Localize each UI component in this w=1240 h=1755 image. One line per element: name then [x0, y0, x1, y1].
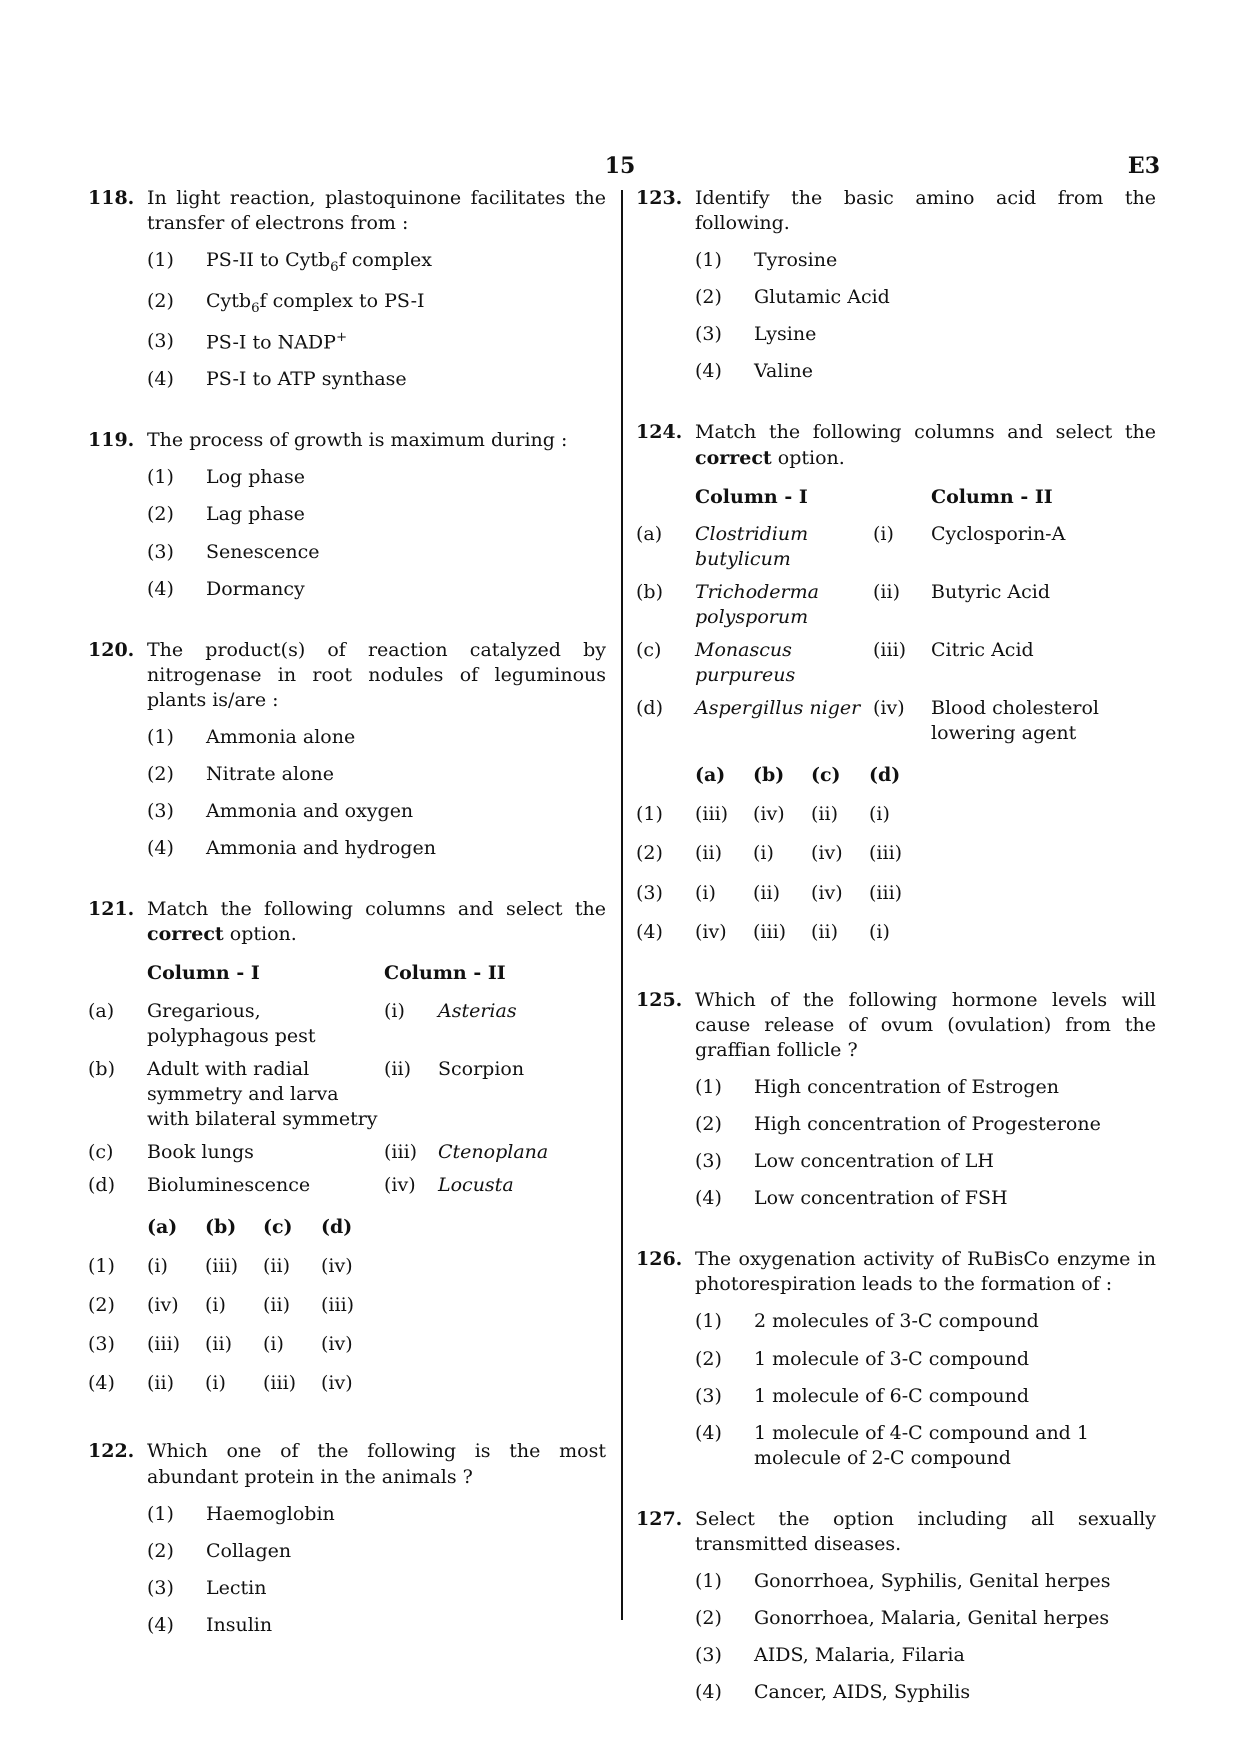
option-3[interactable] [695, 1384, 1156, 1409]
question-123 [636, 186, 1156, 384]
option-text: Tyrosine [754, 249, 838, 272]
option-number: (2) [147, 503, 174, 526]
option-2[interactable] [695, 1347, 1156, 1372]
answer-cell: (i) [205, 1294, 226, 1317]
question-number: 126. [636, 1248, 683, 1271]
option-4[interactable] [147, 836, 606, 861]
option-3[interactable] [147, 540, 606, 565]
option-text: 1 molecule of 4-C compound and 1 molecule of 2-C compound [754, 1421, 1089, 1469]
column-1-header: Column - I [147, 962, 260, 985]
question-125 [636, 988, 1156, 1212]
right-column [636, 186, 1156, 1741]
column-2-item: Butyric Acid [931, 580, 1051, 603]
answer-option-2[interactable] [88, 1286, 379, 1325]
option-number: (4) [695, 1421, 722, 1444]
option-number: (2) [695, 1347, 722, 1370]
answer-header: (c) [811, 764, 841, 787]
option-text: Glutamic Acid [754, 286, 890, 309]
option-3[interactable] [695, 322, 1156, 347]
stem-text: option. [229, 923, 297, 946]
option-2[interactable] [147, 502, 606, 527]
column-2-item: Ctenoplana [438, 1140, 549, 1163]
option-text: Ammonia and hydrogen [206, 837, 436, 860]
answer-cell: (ii) [811, 803, 838, 826]
option-text: Low concentration of LH [754, 1150, 994, 1173]
answer-cell: (iii) [205, 1255, 239, 1278]
option-number: (4) [147, 1613, 174, 1636]
table-row [636, 634, 1156, 692]
question-122 [88, 1439, 606, 1637]
option-number: (2) [695, 1607, 722, 1630]
option-number: (1) [695, 1569, 722, 1592]
option-text: Lag phase [206, 503, 305, 526]
option-text: Insulin [206, 1613, 273, 1636]
column-1-header: Column - I [695, 485, 808, 508]
answer-table [88, 1208, 379, 1403]
option-1[interactable] [147, 465, 606, 490]
table-row [88, 1136, 606, 1169]
table-row [636, 692, 1156, 750]
question-number: 118. [88, 187, 135, 209]
answer-cell: (i) [869, 920, 890, 943]
question-119 [88, 428, 606, 601]
option-1[interactable] [695, 1309, 1156, 1334]
question-stem: The process of growth is maximum during : [147, 429, 568, 452]
stem-text: Match the following columns and select the [147, 898, 606, 921]
answer-option-3[interactable] [636, 874, 927, 913]
option-number: (2) [695, 286, 722, 309]
option-text: High concentration of Estrogen [754, 1075, 1059, 1098]
column-1-item: Aspergillus niger [695, 697, 861, 720]
option-text: Cancer, AIDS, Syphilis [754, 1681, 971, 1704]
answer-cell: (iii) [869, 842, 903, 865]
row-label: (ii) [384, 1057, 411, 1080]
question-number: 122. [88, 1440, 135, 1463]
column-1-item: Gregarious, polyphagous pest [147, 999, 316, 1047]
answer-option-2[interactable] [636, 834, 927, 873]
option-1[interactable] [147, 1502, 606, 1527]
table-row [636, 576, 1156, 634]
option-number: (2) [636, 842, 663, 865]
question-120 [88, 638, 606, 862]
answer-option-1[interactable] [88, 1247, 379, 1286]
option-2[interactable] [147, 289, 606, 317]
column-1-item: Monascus purpureus [695, 639, 796, 687]
option-text: PS-I to NADP [206, 331, 336, 354]
option-text: f complex [338, 249, 432, 272]
column-2-item: Blood cholesterol lowering agent [931, 697, 1099, 745]
row-label: (b) [88, 1057, 115, 1080]
option-number: (4) [147, 368, 174, 391]
option-number: (2) [147, 763, 174, 786]
option-4[interactable] [147, 577, 606, 602]
option-text: 1 molecule of 3-C compound [754, 1347, 1030, 1370]
option-number: (2) [695, 1113, 722, 1136]
question-number: 123. [636, 187, 683, 209]
row-label: (i) [384, 999, 405, 1022]
option-number: (1) [147, 1502, 174, 1525]
column-2-item: Cyclosporin-A [931, 522, 1066, 545]
option-text: Cytb [206, 289, 252, 312]
page-number: 15 [604, 153, 636, 179]
option-1[interactable] [695, 1075, 1156, 1100]
column-2-item: Asterias [438, 999, 517, 1022]
row-label: (c) [636, 639, 662, 662]
option-2[interactable] [147, 762, 606, 787]
row-label: (d) [636, 697, 663, 720]
column-2-header: Column - II [384, 962, 506, 985]
subscript: 6 [330, 259, 339, 275]
answer-header: (b) [753, 764, 785, 787]
column-divider [621, 190, 623, 1620]
row-label: (iv) [384, 1173, 416, 1196]
answer-option-4[interactable] [88, 1364, 379, 1403]
answer-cell: (iii) [321, 1294, 355, 1317]
option-number: (3) [88, 1333, 115, 1356]
option-number: (4) [147, 577, 174, 600]
paper-code: E3 [1127, 153, 1160, 179]
option-number: (2) [88, 1294, 115, 1317]
question-126 [636, 1247, 1156, 1471]
option-text: AIDS, Malaria, Filaria [754, 1644, 965, 1667]
answer-cell: (iv) [321, 1333, 353, 1356]
option-text: 2 molecules of 3-C compound [754, 1310, 1039, 1333]
option-3[interactable] [695, 1149, 1156, 1174]
column-2-item: Scorpion [438, 1057, 525, 1080]
answer-cell: (iii) [695, 803, 729, 826]
superscript: + [335, 329, 348, 345]
option-text: Low concentration of FSH [754, 1187, 1008, 1210]
answer-option-3[interactable] [88, 1325, 379, 1364]
answer-cell: (i) [205, 1372, 226, 1395]
question-stem: The oxygenation activity of RuBisCo enzyme in photorespiration leads to the formation of : [695, 1248, 1156, 1296]
row-label: (c) [88, 1140, 114, 1163]
answer-cell: (ii) [695, 842, 722, 865]
option-1[interactable] [147, 725, 606, 750]
stem-text: option. [777, 446, 845, 469]
option-number: (2) [147, 1539, 174, 1562]
option-text: 1 molecule of 6-C compound [754, 1384, 1030, 1407]
answer-cell: (ii) [263, 1255, 290, 1278]
option-number: (1) [636, 803, 663, 826]
stem-emphasis: correct [695, 446, 772, 469]
option-text: Collagen [206, 1539, 292, 1562]
option-number: (1) [695, 1310, 722, 1333]
match-table [88, 957, 606, 1202]
row-label: (iii) [873, 639, 907, 662]
question-stem: Select the option including all sexually transmitted diseases. [695, 1507, 1156, 1555]
column-1-item: Clostridium butylicum [695, 522, 809, 570]
option-text: Lysine [754, 323, 817, 346]
answer-cell: (iv) [753, 803, 785, 826]
answer-cell: (iii) [147, 1333, 181, 1356]
answer-cell: (ii) [147, 1372, 174, 1395]
option-text: f complex to PS-I [259, 289, 425, 312]
option-text: Gonorrhoea, Syphilis, Genital herpes [754, 1569, 1111, 1592]
option-text: Ammonia and oxygen [206, 800, 414, 823]
question-stem: Identify the basic amino acid from the following. [695, 187, 1156, 235]
row-label: (i) [873, 522, 894, 545]
answer-cell: (ii) [811, 920, 838, 943]
option-text: Gonorrhoea, Malaria, Genital herpes [754, 1607, 1110, 1630]
question-number: 119. [88, 429, 135, 452]
option-4[interactable] [147, 1613, 606, 1638]
answer-cell: (iv) [147, 1294, 179, 1317]
option-number: (1) [147, 249, 174, 272]
option-text: Senescence [206, 540, 320, 563]
option-text: PS-I to ATP synthase [206, 368, 407, 391]
answer-cell: (iv) [321, 1372, 353, 1395]
question-stem: In light reaction, plastoquinone facilitates the transfer of electrons from : [147, 187, 606, 235]
option-4[interactable] [695, 1186, 1156, 1211]
answer-cell: (i) [753, 842, 774, 865]
answer-cell: (iii) [869, 881, 903, 904]
question-number: 120. [88, 638, 135, 661]
answer-cell: (i) [263, 1333, 284, 1356]
question-number: 125. [636, 988, 683, 1011]
stem-emphasis: correct [147, 923, 224, 946]
option-1[interactable] [695, 1569, 1156, 1594]
option-number: (3) [695, 1150, 722, 1173]
question-124 [636, 420, 1156, 951]
column-1-item: Adult with radial symmetry and larva with bilateral symmetry [147, 1057, 378, 1130]
table-row [88, 1053, 606, 1136]
option-number: (3) [695, 323, 722, 346]
answer-header: (d) [321, 1216, 353, 1239]
answer-cell: (iv) [695, 920, 727, 943]
option-2[interactable] [147, 1539, 606, 1564]
option-1[interactable] [695, 248, 1156, 273]
option-4[interactable] [695, 1421, 1156, 1471]
option-4[interactable] [695, 359, 1156, 384]
answer-header: (a) [695, 764, 726, 787]
option-number: (4) [695, 360, 722, 383]
answer-table [636, 756, 927, 951]
option-2[interactable] [695, 285, 1156, 310]
option-text: PS-II to Cytb [206, 249, 331, 272]
option-3[interactable] [695, 1643, 1156, 1668]
row-label: (ii) [873, 580, 900, 603]
left-column [88, 186, 606, 1674]
option-number: (3) [695, 1644, 722, 1667]
option-text: Lectin [206, 1576, 267, 1599]
answer-option-4[interactable] [636, 913, 927, 952]
answer-cell: (iii) [263, 1372, 297, 1395]
option-number: (4) [695, 1681, 722, 1704]
option-number: (1) [88, 1255, 115, 1278]
question-127 [636, 1507, 1156, 1705]
option-text: High concentration of Progesterone [754, 1113, 1101, 1136]
option-number: (1) [147, 466, 174, 489]
question-118 [88, 186, 606, 392]
option-text: Nitrate alone [206, 763, 334, 786]
option-4[interactable] [695, 1680, 1156, 1705]
table-row [636, 518, 1156, 576]
answer-header: (a) [147, 1216, 178, 1239]
option-number: (3) [147, 800, 174, 823]
option-number: (4) [147, 837, 174, 860]
question-121 [88, 897, 606, 1403]
answer-cell: (i) [147, 1255, 168, 1278]
row-label: (iii) [384, 1140, 418, 1163]
option-number: (3) [147, 1576, 174, 1599]
option-number: (3) [147, 329, 174, 352]
question-stem: The product(s) of reaction catalyzed by nitrogenase in root nodules of leguminous plants is/are : [147, 638, 606, 711]
option-text: Haemoglobin [206, 1502, 335, 1525]
option-number: (3) [636, 881, 663, 904]
column-1-item: Bioluminescence [147, 1173, 311, 1196]
answer-cell: (iii) [753, 920, 787, 943]
option-number: (1) [695, 1075, 722, 1098]
row-label: (iv) [873, 697, 905, 720]
answer-header: (d) [869, 764, 901, 787]
question-number: 127. [636, 1507, 683, 1530]
question-number: 124. [636, 421, 683, 444]
answer-cell: (i) [869, 803, 890, 826]
answer-header: (c) [263, 1216, 293, 1239]
answer-cell: (i) [695, 881, 716, 904]
option-1[interactable] [147, 248, 606, 276]
option-2[interactable] [695, 1112, 1156, 1137]
option-3[interactable] [147, 329, 606, 355]
column-2-header: Column - II [931, 485, 1053, 508]
answer-option-1[interactable] [636, 795, 927, 834]
row-label: (a) [636, 522, 663, 545]
question-stem: Which one of the following is the most abundant protein in the animals ? [147, 1440, 606, 1488]
question-stem: Which of the following hormone levels will cause release of ovum (ovulation) from the graffian follicle ? [695, 988, 1156, 1061]
table-row [88, 1169, 606, 1202]
option-text: Log phase [206, 466, 305, 489]
option-text: Valine [754, 360, 813, 383]
question-stem [147, 897, 606, 947]
option-number: (2) [147, 289, 174, 312]
option-number: (1) [695, 249, 722, 272]
row-label: (b) [636, 580, 663, 603]
match-table [636, 481, 1156, 751]
option-3[interactable] [147, 799, 606, 824]
option-number: (4) [695, 1187, 722, 1210]
answer-cell: (ii) [205, 1333, 232, 1356]
subscript: 6 [251, 300, 260, 316]
column-1-item: Book lungs [147, 1140, 254, 1163]
option-number: (4) [636, 920, 663, 943]
option-number: (4) [88, 1372, 115, 1395]
column-2-item: Locusta [438, 1173, 514, 1196]
option-text: Dormancy [206, 577, 305, 600]
question-number: 121. [88, 898, 135, 921]
answer-cell: (iv) [321, 1255, 353, 1278]
answer-cell: (ii) [753, 881, 780, 904]
column-2-item: Citric Acid [931, 639, 1034, 662]
question-stem [695, 420, 1156, 470]
stem-text: Match the following columns and select the [695, 421, 1156, 444]
row-label: (d) [88, 1173, 115, 1196]
option-4[interactable] [147, 367, 606, 392]
row-label: (a) [88, 999, 115, 1022]
answer-header: (b) [205, 1216, 237, 1239]
option-3[interactable] [147, 1576, 606, 1601]
option-number: (3) [695, 1384, 722, 1407]
column-1-item: Trichoderma polysporum [695, 580, 819, 628]
answer-cell: (iv) [811, 881, 843, 904]
option-number: (3) [147, 540, 174, 563]
answer-cell: (ii) [263, 1294, 290, 1317]
table-row [88, 995, 606, 1053]
answer-cell: (iv) [811, 842, 843, 865]
option-text: Ammonia alone [206, 725, 356, 748]
option-2[interactable] [695, 1606, 1156, 1631]
option-number: (1) [147, 725, 174, 748]
